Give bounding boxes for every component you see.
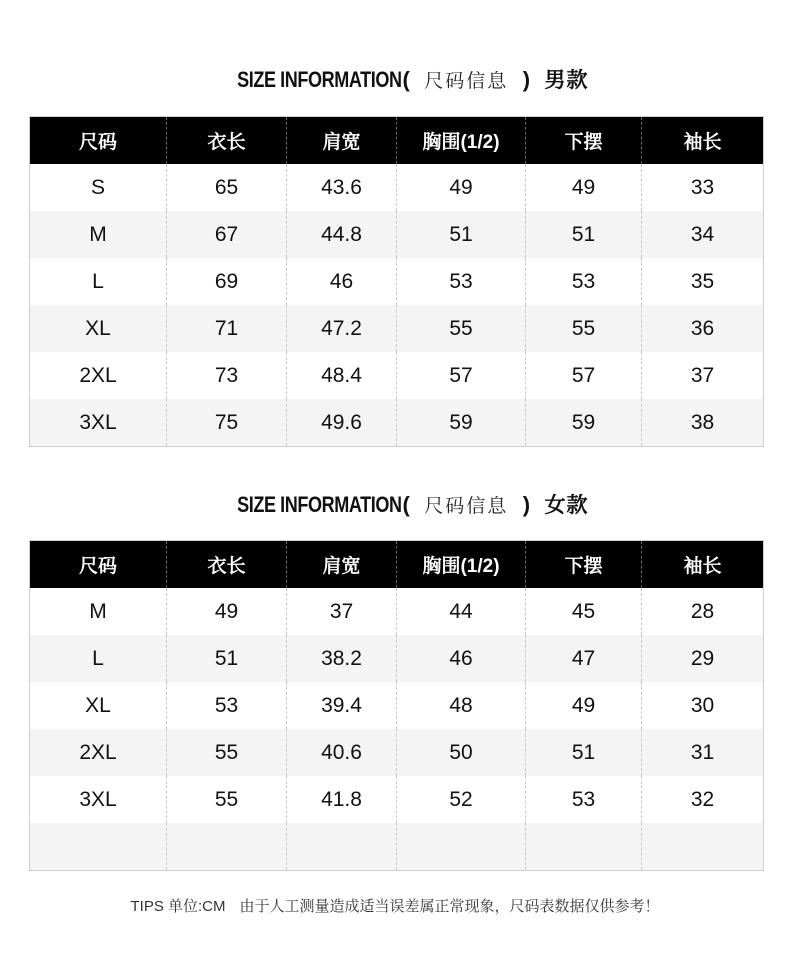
header-size: 尺码 xyxy=(30,117,167,165)
table-row xyxy=(30,258,764,305)
table-cell: 57 xyxy=(397,352,526,399)
size-table-women xyxy=(29,540,764,871)
table-cell: 31 xyxy=(642,729,764,776)
header-hem: 下摆 xyxy=(526,117,642,165)
table-cell xyxy=(167,823,287,871)
table-row xyxy=(30,399,764,447)
table-cell: 47.2 xyxy=(287,305,397,352)
table-cell: L xyxy=(92,269,104,293)
table-cell: 38 xyxy=(642,399,764,447)
table-cell: 36 xyxy=(642,305,764,352)
tips-text: 由于人工测量造成适当误差属正常现象，尺码表数据仅供参考！ xyxy=(239,898,660,915)
title-english: SIZE INFORMATION xyxy=(237,67,403,92)
table-cell: 69 xyxy=(167,258,287,305)
table-cell: 49 xyxy=(526,682,642,729)
table-cell: 44 xyxy=(397,588,526,635)
table-cell: S xyxy=(90,175,105,199)
table-cell: 50 xyxy=(397,729,526,776)
header-hem: 下摆 xyxy=(526,541,642,589)
header-shoulder: 肩宽 xyxy=(287,541,397,589)
table-cell: 49 xyxy=(397,164,526,211)
header-size: 尺码 xyxy=(30,541,167,589)
table-row-empty xyxy=(30,823,764,871)
table-cell xyxy=(30,823,167,871)
table-cell: 47 xyxy=(526,635,642,682)
table-row xyxy=(30,776,764,823)
table-cell: 65 xyxy=(167,164,287,211)
table-cell: 33 xyxy=(642,164,764,211)
table-cell: M xyxy=(89,599,107,623)
section-title-men xyxy=(0,64,790,94)
header-sleeve: 袖长 xyxy=(642,541,764,589)
table-cell: 53 xyxy=(397,258,526,305)
table-header-row xyxy=(30,541,764,589)
table-cell: 48.4 xyxy=(287,352,397,399)
paren-open: ( xyxy=(402,492,410,517)
table-cell: 43.6 xyxy=(287,164,397,211)
table-cell: 73 xyxy=(167,352,287,399)
table-cell: 55 xyxy=(397,305,526,352)
table-cell: 49 xyxy=(167,588,287,635)
tips-note xyxy=(0,895,790,916)
header-length: 衣长 xyxy=(167,541,287,589)
table-cell: 53 xyxy=(526,258,642,305)
header-shoulder: 肩宽 xyxy=(287,117,397,165)
table-cell: 2XL xyxy=(30,729,167,776)
table-cell: 30 xyxy=(642,682,764,729)
table-cell: 55 xyxy=(167,729,287,776)
table-cell xyxy=(642,823,764,871)
paren-close: ) xyxy=(522,492,531,517)
table-cell: 37 xyxy=(287,588,397,635)
paren-open: ( xyxy=(402,67,410,92)
table-row xyxy=(30,352,764,399)
header-length: 衣长 xyxy=(167,117,287,165)
table-cell: 32 xyxy=(642,776,764,823)
tips-label: TIPS 单位:CM xyxy=(130,898,226,915)
table-cell: 2XL xyxy=(79,363,117,387)
title-chinese: 尺码信息 xyxy=(424,71,509,92)
paren-close: ) xyxy=(522,67,531,92)
table-cell xyxy=(526,823,642,871)
table-cell: 71 xyxy=(167,305,287,352)
table-cell xyxy=(397,823,526,871)
table-cell: XL xyxy=(85,693,111,717)
table-cell: 41.8 xyxy=(287,776,397,823)
table-cell: 52 xyxy=(397,776,526,823)
table-cell: 53 xyxy=(167,682,287,729)
table-cell: 59 xyxy=(526,399,642,447)
table-cell: 39.4 xyxy=(287,682,397,729)
table-cell: 67 xyxy=(167,211,287,258)
title-gender: 女款 xyxy=(544,494,589,517)
table-cell: L xyxy=(30,635,167,682)
table-cell: 51 xyxy=(526,211,642,258)
table-cell: 45 xyxy=(526,588,642,635)
table-cell xyxy=(287,823,397,871)
table-cell: 55 xyxy=(526,305,642,352)
table-cell: 38.2 xyxy=(287,635,397,682)
table-header-row xyxy=(30,117,764,165)
title-chinese: 尺码信息 xyxy=(424,496,509,517)
table-cell: XL xyxy=(30,305,167,352)
table-cell: 46 xyxy=(287,258,397,305)
table-cell: M xyxy=(30,211,167,258)
title-english: SIZE INFORMATION xyxy=(237,492,403,517)
table-cell: 34 xyxy=(642,211,764,258)
title-gender: 男款 xyxy=(544,69,589,92)
header-chest: 胸围(1/2) xyxy=(397,117,526,165)
table-cell: 3XL xyxy=(79,787,117,811)
header-chest: 胸围(1/2) xyxy=(397,541,526,589)
table-cell: 49.6 xyxy=(287,399,397,447)
table-cell: 55 xyxy=(167,776,287,823)
table-row xyxy=(30,211,764,258)
table-cell: 57 xyxy=(526,352,642,399)
table-row xyxy=(30,729,764,776)
table-cell: 35 xyxy=(642,258,764,305)
table-cell: 51 xyxy=(526,729,642,776)
table-cell: 46 xyxy=(397,635,526,682)
table-cell: 44.8 xyxy=(287,211,397,258)
table-row xyxy=(30,588,764,635)
table-row xyxy=(30,305,764,352)
table-cell: 3XL xyxy=(30,399,167,447)
size-table-men xyxy=(29,116,764,447)
table-cell: 29 xyxy=(642,635,764,682)
table-cell: 49 xyxy=(526,164,642,211)
table-row xyxy=(30,635,764,682)
table-cell: 75 xyxy=(167,399,287,447)
header-sleeve: 袖长 xyxy=(642,117,764,165)
table-cell: 28 xyxy=(642,588,764,635)
table-cell: 59 xyxy=(397,399,526,447)
table-cell: 51 xyxy=(167,635,287,682)
table-cell: 51 xyxy=(397,211,526,258)
table-row xyxy=(30,682,764,729)
table-row xyxy=(30,164,764,211)
section-title-women xyxy=(0,489,790,519)
table-cell: 53 xyxy=(526,776,642,823)
table-cell: 40.6 xyxy=(287,729,397,776)
table-cell: 37 xyxy=(642,352,764,399)
table-cell: 48 xyxy=(397,682,526,729)
